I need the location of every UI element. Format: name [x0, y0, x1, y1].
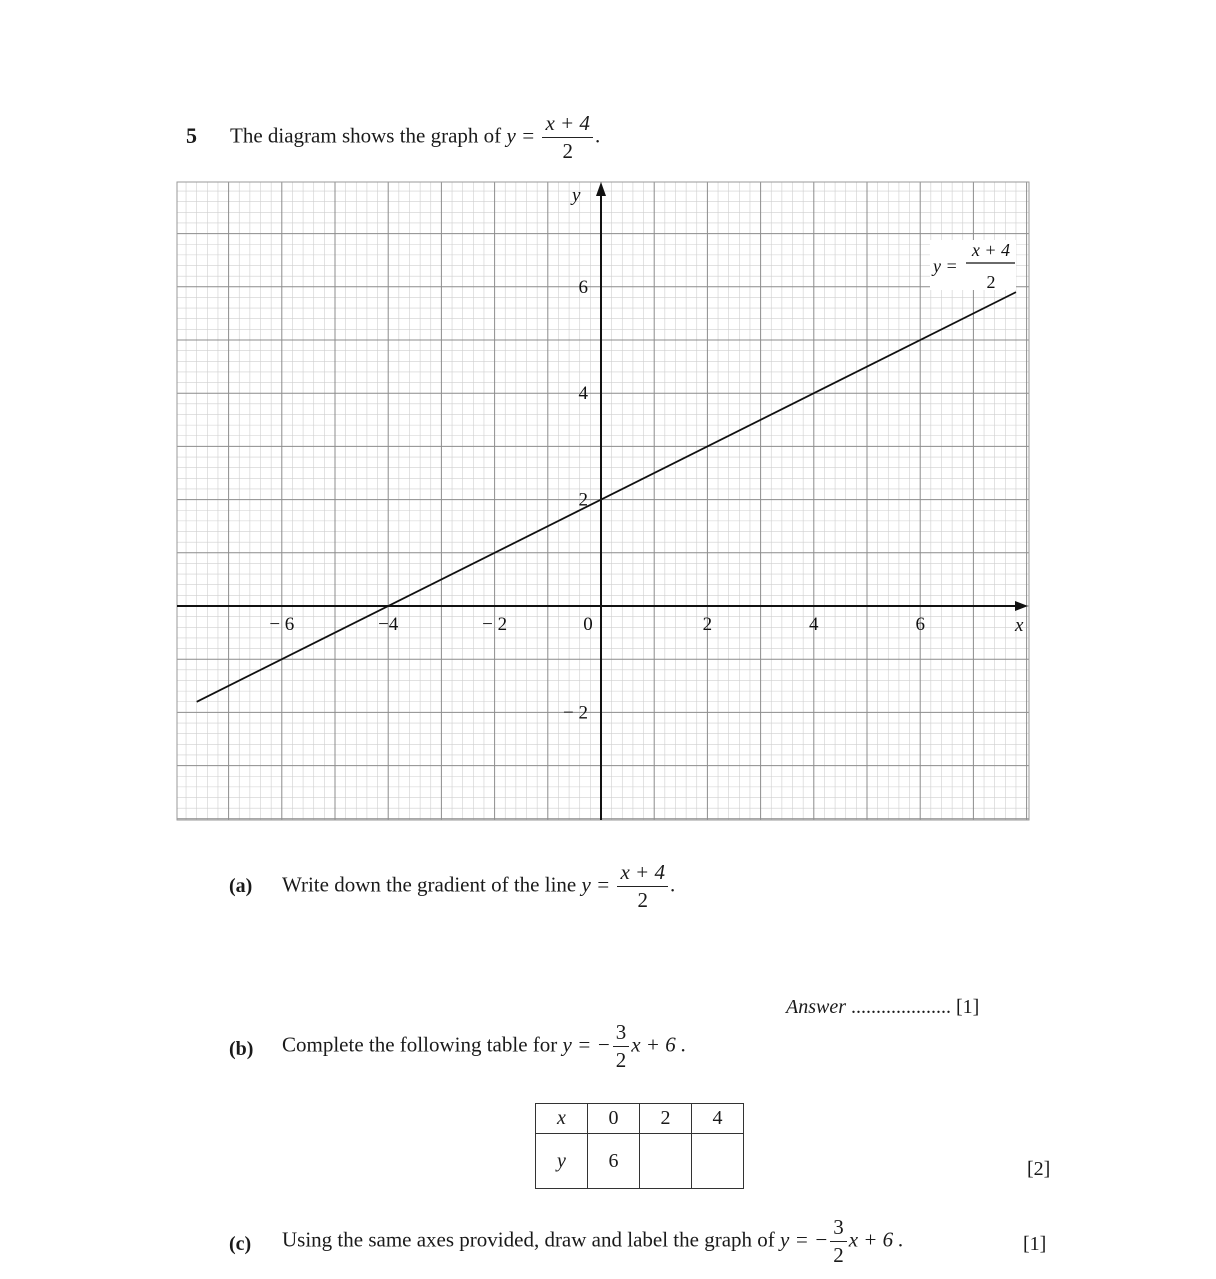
- part-a-fraction: [617, 862, 668, 911]
- part-c-eq-numerator: 3: [830, 1217, 847, 1242]
- part-b-question: Complete the following table for: [282, 1032, 558, 1057]
- part-a-eq-y: y =: [581, 872, 611, 897]
- part-c-eq-y: y = −: [780, 1227, 829, 1252]
- table-cell-y-1[interactable]: [640, 1134, 692, 1189]
- part-c-eq-denominator: 2: [833, 1243, 844, 1267]
- question-intro: The diagram shows the graph of: [230, 123, 502, 148]
- part-b-label: (b): [229, 1038, 254, 1060]
- table-cell-x-2: 4: [692, 1104, 744, 1134]
- table-cell-x-1: 2: [640, 1104, 692, 1134]
- question-eq-numerator: x + 4: [542, 113, 593, 138]
- part-c-question: Using the same axes provided, draw and label the graph of: [282, 1227, 775, 1252]
- part-a-label: (a): [229, 875, 253, 897]
- part-a-eq-denominator: 2: [637, 888, 648, 912]
- y-axis-arrow: [596, 182, 606, 196]
- x-tick-label: − 6: [269, 614, 295, 635]
- line-label-numerator: x + 4: [971, 240, 1011, 260]
- table-cell-x-0: 0: [588, 1104, 640, 1134]
- x-tick-label: 6: [915, 614, 925, 635]
- values-table: [535, 1103, 744, 1189]
- part-b-eq-y: y = −: [562, 1032, 611, 1057]
- y-tick-label: − 2: [563, 702, 588, 724]
- graph-frame: [177, 182, 1029, 820]
- part-c-text: [282, 1217, 904, 1266]
- part-b-eq-tail: x + 6 .: [631, 1032, 687, 1057]
- line-label-denominator: 2: [986, 272, 996, 292]
- grid-major: [177, 182, 1029, 820]
- answer-label: Answer: [786, 996, 846, 1018]
- x-axis-label: x: [1015, 615, 1024, 636]
- part-c-eq-tail: x + 6 .: [848, 1227, 904, 1252]
- answer-dots: ....................: [851, 996, 951, 1018]
- table-header-y: y: [536, 1134, 588, 1189]
- table-row-x: [536, 1104, 744, 1134]
- question-number: 5: [186, 123, 197, 148]
- axes: [177, 182, 1028, 820]
- part-c-label: (c): [229, 1233, 252, 1255]
- table-cell-y-2[interactable]: [692, 1134, 744, 1189]
- y-axis-label: y: [572, 185, 581, 206]
- part-c-marks: [1]: [1023, 1233, 1047, 1255]
- part-b-marks: [2]: [1027, 1158, 1051, 1180]
- question-eq-end: .: [594, 123, 601, 148]
- series-lines: [197, 292, 1016, 702]
- question-eq-y: y =: [506, 123, 536, 148]
- series-line: [197, 292, 1016, 702]
- line-label: [930, 240, 1016, 292]
- part-b-fraction: [613, 1022, 630, 1071]
- x-tick-label: −4: [378, 614, 399, 635]
- part-a-question: Write down the gradient of the line: [282, 872, 577, 897]
- part-a-eq-end: .: [669, 872, 676, 897]
- part-b-text: [282, 1022, 686, 1071]
- part-a-marks: [1]: [956, 996, 980, 1018]
- part-b-eq-numerator: 3: [613, 1022, 630, 1047]
- table-row-y: [536, 1134, 744, 1189]
- origin-label: 0: [583, 614, 593, 635]
- x-tick-label: 2: [702, 614, 713, 635]
- part-a-answer-line[interactable]: [786, 996, 979, 1019]
- grid-minor: [177, 182, 1029, 820]
- line-label-y: y =: [933, 256, 958, 276]
- y-tick-label: 6: [578, 276, 588, 298]
- x-tick-label: 4: [809, 614, 819, 635]
- y-tick-label: 2: [578, 489, 588, 511]
- table-cell-y-0[interactable]: 6: [588, 1134, 640, 1189]
- part-b-eq-denominator: 2: [615, 1048, 627, 1072]
- x-tick-label: − 2: [482, 614, 508, 635]
- part-a-eq-numerator: x + 4: [617, 862, 668, 887]
- x-axis-arrow: [1015, 601, 1028, 611]
- question-eq-denominator: 2: [562, 139, 573, 163]
- part-a-text: [282, 862, 675, 911]
- y-tick-label: 4: [578, 383, 588, 405]
- table-header-x: x: [536, 1104, 588, 1134]
- part-c-fraction: [830, 1217, 847, 1266]
